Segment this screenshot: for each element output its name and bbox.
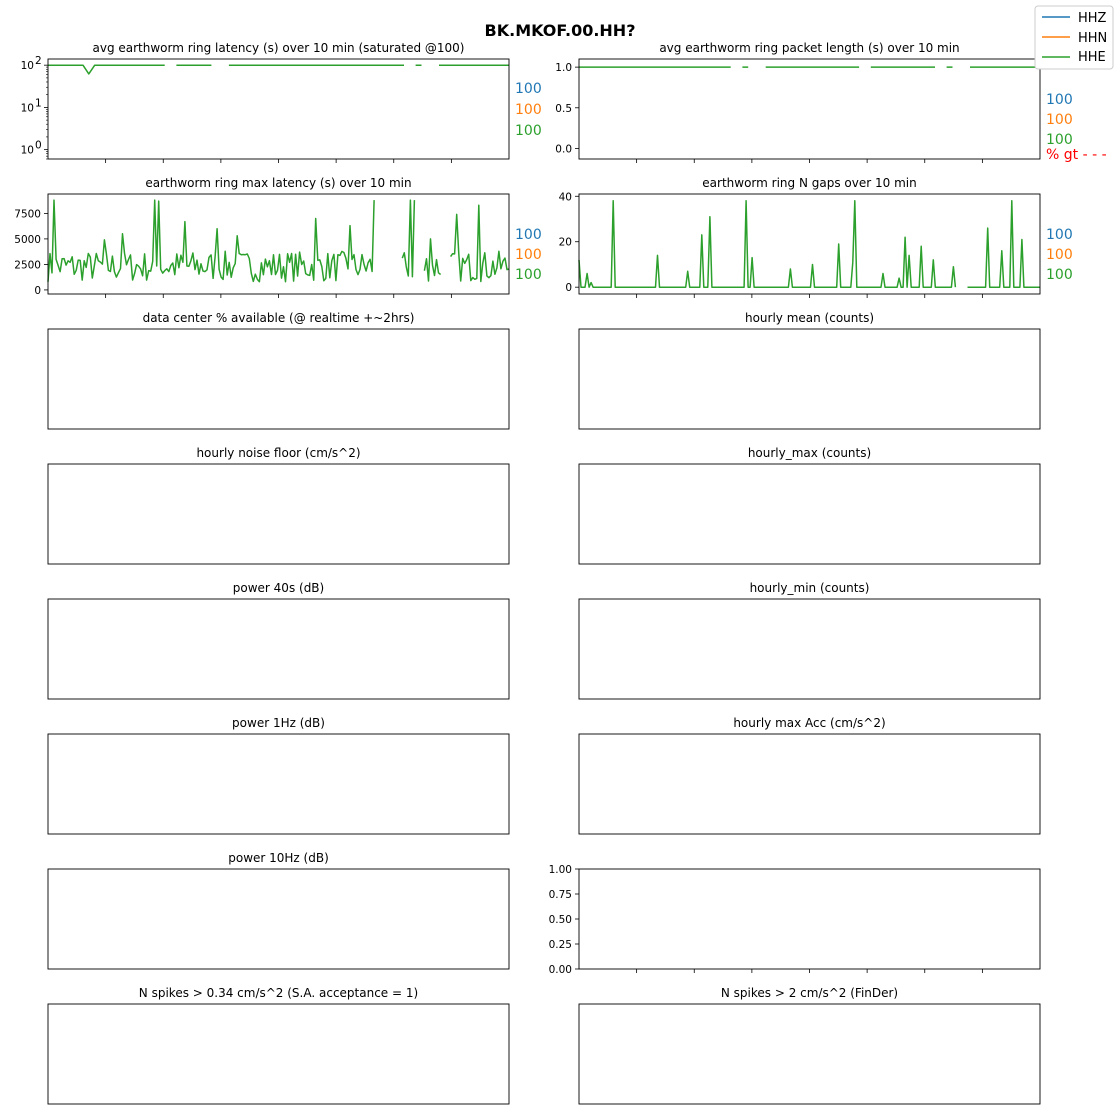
chart-p15 bbox=[48, 986, 509, 1104]
plot-frame bbox=[48, 734, 509, 834]
chart-p12 bbox=[579, 716, 1040, 834]
chart-title: N spikes > 0.34 cm/s^2 (S.A. acceptance = 1) bbox=[138, 986, 419, 1000]
legend bbox=[1035, 6, 1113, 69]
chart-p16 bbox=[579, 986, 1040, 1104]
chart-title: earthworm ring N gaps over 10 min bbox=[702, 176, 917, 190]
chart-title: data center % available (@ realtime +~2hrs) bbox=[142, 311, 415, 325]
plot-frame bbox=[48, 464, 509, 564]
side-value: 100 bbox=[515, 102, 542, 118]
y-tick-label: 1.00 bbox=[548, 864, 572, 876]
legend-label-hhn: HHN bbox=[1078, 31, 1108, 46]
chart-p14 bbox=[549, 864, 1040, 976]
y-tick-label: 10 bbox=[20, 60, 34, 73]
y-tick-label: 10 bbox=[20, 102, 34, 115]
y-tick-label: 10 bbox=[20, 144, 34, 157]
plot-frame bbox=[579, 59, 1040, 159]
chart-p7 bbox=[48, 446, 509, 564]
y-tick-exponent: 1 bbox=[35, 97, 42, 110]
plot-frame bbox=[48, 329, 509, 429]
y-tick-label: 0 bbox=[34, 284, 41, 297]
plot-frame bbox=[48, 194, 509, 294]
plot-frame bbox=[579, 464, 1040, 564]
chart-title: hourly max Acc (cm/s^2) bbox=[733, 716, 886, 730]
side-value: 100 bbox=[515, 227, 542, 243]
y-tick-label: 0.00 bbox=[548, 964, 572, 976]
plot-frame bbox=[579, 599, 1040, 699]
side-note: % gt - - - bbox=[1046, 147, 1107, 163]
y-tick-label: 20 bbox=[558, 236, 572, 249]
chart-title: hourly_max (counts) bbox=[747, 446, 872, 460]
side-value: 100 bbox=[515, 267, 542, 283]
chart-p2 bbox=[555, 41, 1106, 163]
plot-frame bbox=[579, 869, 1040, 969]
chart-p13 bbox=[48, 851, 509, 969]
series-line bbox=[48, 65, 509, 74]
plot-frame bbox=[48, 599, 509, 699]
chart-title: hourly mean (counts) bbox=[744, 311, 875, 325]
side-value: 100 bbox=[1046, 92, 1073, 108]
plot-frame bbox=[579, 329, 1040, 429]
series-line bbox=[579, 201, 1040, 287]
side-value: 100 bbox=[515, 81, 542, 97]
plot-frame bbox=[48, 59, 509, 159]
side-value: 100 bbox=[1046, 247, 1073, 263]
side-value: 100 bbox=[1046, 267, 1073, 283]
side-value: 100 bbox=[515, 247, 542, 263]
chart-title: avg earthworm ring latency (s) over 10 min (saturated @100) bbox=[92, 41, 465, 55]
chart-p1 bbox=[21, 41, 542, 163]
chart-title: hourly noise floor (cm/s^2) bbox=[196, 446, 361, 460]
y-tick-label: 0.0 bbox=[555, 143, 572, 156]
y-tick-label: 1.0 bbox=[555, 62, 572, 75]
chart-p10 bbox=[579, 581, 1040, 699]
side-value: 100 bbox=[1046, 132, 1073, 148]
chart-title: power 1Hz (dB) bbox=[232, 716, 325, 730]
side-value: 100 bbox=[515, 123, 542, 139]
side-value: 100 bbox=[1046, 112, 1073, 128]
chart-title: power 40s (dB) bbox=[232, 581, 325, 595]
y-tick-label: 7500 bbox=[14, 208, 41, 221]
chart-p9 bbox=[48, 581, 509, 699]
y-tick-exponent: 0 bbox=[35, 139, 42, 152]
legend-label-hhz: HHZ bbox=[1078, 11, 1107, 26]
y-tick-label: 2500 bbox=[14, 259, 41, 272]
y-tick-label: 0.5 bbox=[555, 102, 572, 115]
plot-frame bbox=[579, 1004, 1040, 1104]
y-tick-label: 5000 bbox=[14, 233, 41, 246]
plot-frame bbox=[579, 194, 1040, 294]
side-value: 100 bbox=[1046, 227, 1073, 243]
chart-title: power 10Hz (dB) bbox=[228, 851, 329, 865]
axes-layer bbox=[14, 41, 1106, 1104]
chart-p4 bbox=[559, 176, 1073, 298]
chart-p3 bbox=[14, 176, 541, 298]
y-tick-label: 0.50 bbox=[548, 914, 572, 926]
chart-title: avg earthworm ring packet length (s) over 10 min bbox=[659, 41, 960, 55]
chart-title: N spikes > 2 cm/s^2 (FinDer) bbox=[720, 986, 899, 1000]
legend-label-hhe: HHE bbox=[1078, 50, 1106, 65]
y-tick-label: 0 bbox=[565, 282, 572, 295]
figure-suptitle: BK.MKOF.00.HH? bbox=[484, 21, 636, 40]
y-tick-exponent: 2 bbox=[35, 55, 42, 68]
chart-p6 bbox=[579, 311, 1040, 429]
y-tick-label: 0.75 bbox=[548, 889, 572, 901]
chart-p11 bbox=[48, 716, 509, 834]
chart-title: earthworm ring max latency (s) over 10 min bbox=[145, 176, 412, 190]
plot-frame bbox=[48, 869, 509, 969]
y-tick-label: 0.25 bbox=[548, 939, 572, 951]
chart-title: hourly_min (counts) bbox=[749, 581, 870, 595]
y-tick-label: 40 bbox=[558, 191, 572, 204]
chart-p5 bbox=[48, 311, 509, 429]
plot-frame bbox=[48, 1004, 509, 1104]
series-line bbox=[48, 200, 509, 282]
plot-frame bbox=[579, 734, 1040, 834]
chart-p8 bbox=[579, 446, 1040, 564]
